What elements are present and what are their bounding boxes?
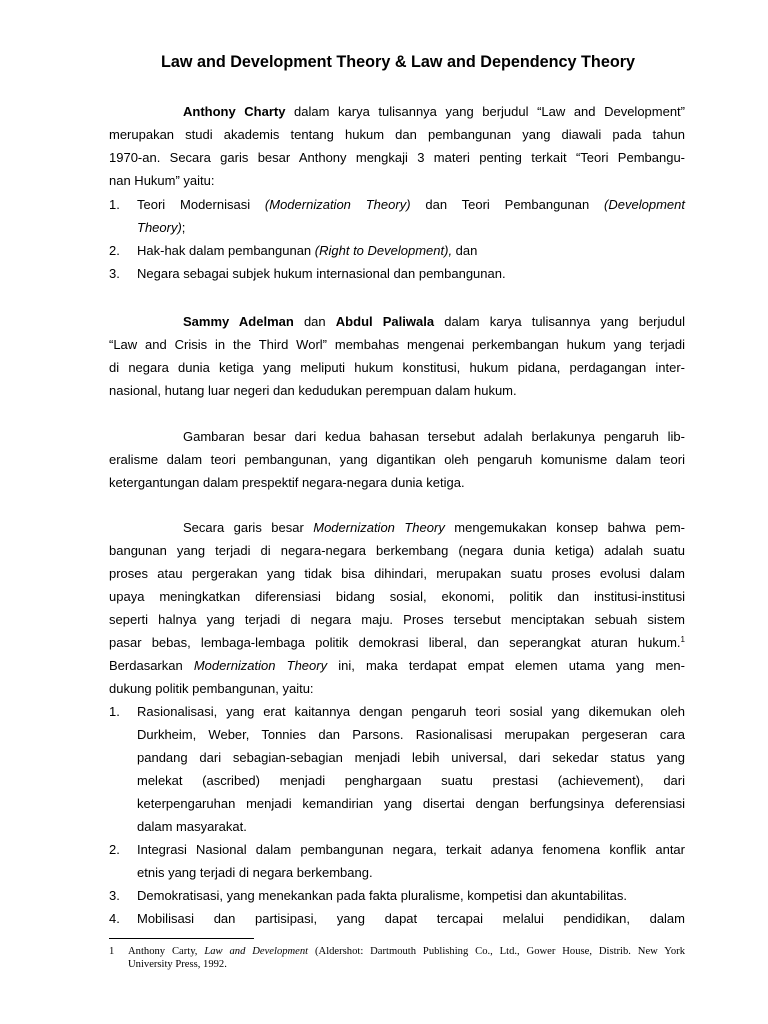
footnote-reference: 1 (680, 635, 685, 644)
list-item-number: 3. (109, 888, 120, 903)
paragraph-4-line-8: dukung politik pembangunan, yaitu: (109, 681, 314, 696)
list-item-text: Integrasi Nasional dalam pembangunan negara, terkait adanya fenomena konflik antar (137, 842, 685, 857)
footnote-text-line-2: University Press, 1992. (128, 959, 227, 970)
list-item-text: dalam masyarakat. (137, 819, 247, 834)
list-item-text: Demokratisasi, yang menekankan pada fakta pluralisme, kompetisi dan akuntabilitas. (137, 888, 627, 903)
paragraph-4-line-2: bangunan yang terjadi di negara-negara berkembang (negara dunia ketiga) adalah suatu (109, 543, 685, 558)
footnote-divider (109, 938, 254, 939)
author-name: Abdul Paliwala (335, 314, 435, 329)
list-item-text: etnis yang terjadi di negara berkembang. (137, 865, 373, 880)
footnote-text: Anthony Carty, Law and Development (Aldershot: Dartmouth Publishing Co., Ltd., Gower House, Distrib. New York (128, 946, 685, 957)
paragraph-3-line-2: eralisme dalam teori pembangunan, yang digantikan oleh pengaruh komunisme dalam teori (109, 452, 685, 467)
list-item-number: 2. (109, 243, 120, 258)
list-item-text: Theory); (137, 220, 186, 235)
page-title: Law and Development Theory & Law and Dependency Theory (160, 53, 636, 71)
paragraph-4-line-3: proses atau pergerakan yang tidak bisa dihindari, merupakan suatu proses evolusi dalam (109, 566, 685, 581)
list-item-text: Mobilisasi dan partisipasi, yang dapat tercapai melalui pendidikan, dalam (137, 911, 685, 926)
paragraph-2-line-3: di negara dunia ketiga yang meliputi hukum konstitusi, hukum pidana, perdagangan inter- (109, 360, 685, 375)
paragraph-1-line-2: merupakan studi akademis tentang hukum dan pembangunan yang diawali pada tahun (109, 127, 685, 142)
paragraph-4-line-5: seperti halnya yang terjadi di negara maju. Proses tersebut menciptakan sebuah sistem (109, 612, 685, 627)
paragraph-4-line-1: Secara garis besar Modernization Theory mengemukakan konsep bahwa pem- (183, 520, 685, 535)
list-item-text: Durkheim, Weber, Tonnies dan Parsons. Rasionalisasi merupakan pergeseran cara (137, 727, 685, 742)
paragraph-1-line-3: 1970-an. Secara garis besar Anthony mengkaji 3 materi penting terkait “Teori Pembangu- (109, 150, 685, 165)
list-item-number: 1. (109, 704, 120, 719)
list-item-number: 1. (109, 197, 120, 212)
paragraph-1-line-4: nan Hukum” yaitu: (109, 173, 215, 188)
paragraph-2-line-2: “Law and Crisis in the Third Worl” membahas mengenai perkembangan hukum yang terjadi (109, 337, 685, 352)
paragraph-2-line-1: Sammy Adelman dan Abdul Paliwala dalam karya tulisannya yang berjudul (183, 314, 685, 329)
list-item-number: 4. (109, 911, 120, 926)
paragraph-3-line-1: Gambaran besar dari kedua bahasan tersebut adalah berlakunya pengaruh lib- (183, 429, 685, 444)
list-item-number: 3. (109, 266, 120, 281)
list-item-text: Negara sebagai subjek hukum internasional dan pembangunan. (137, 266, 506, 281)
footnote-number: 1 (109, 946, 115, 957)
author-name: Sammy Adelman (183, 314, 294, 329)
paragraph-1-line-1: Anthony Charty dalam karya tulisannya yang berjudul “Law and Development” (183, 104, 686, 119)
list-item-text: melekat (ascribed) menjadi penghargaan suatu prestasi (achievement), dari (137, 773, 685, 788)
list-item-text: Hak-hak dalam pembangunan (Right to Development), dan (137, 243, 478, 258)
paragraph-3-line-3: ketergantungan dalam prespektif negara-negara dunia ketiga. (109, 475, 465, 490)
author-name: Anthony Charty (183, 104, 286, 119)
list-item-text: Teori Modernisasi (Modernization Theory) dan Teori Pembangunan (Development (137, 197, 685, 212)
list-item-text: Rasionalisasi, yang erat kaitannya dengan pengaruh teori sosial yang dikemukan oleh (137, 704, 685, 719)
paragraph-4-line-6: pasar bebas, lembaga-lembaga politik demokrasi liberal, dan seperangkat aturan hukum.$^1$ (109, 635, 685, 650)
list-item-text: keterpengaruhan menjadi kemandirian yang disertai dengan berfungsinya deferensiasi (137, 796, 685, 811)
paragraph-4-line-7: Berdasarkan Modernization Theory ini, maka terdapat empat elemen utama yang men- (109, 658, 685, 673)
paragraph-2-line-4: nasional, hutang luar negeri dan kedudukan perempuan dalam hukum. (109, 383, 517, 398)
list-item-text: pandang dari sebagian-sebagian menjadi lebih universal, dari sekedar status yang (137, 750, 685, 765)
list-item-number: 2. (109, 842, 120, 857)
paragraph-4-line-4: upaya meningkatkan diferensiasi bidang sosial, ekonomi, politik dan institusi-institusi (109, 589, 685, 604)
